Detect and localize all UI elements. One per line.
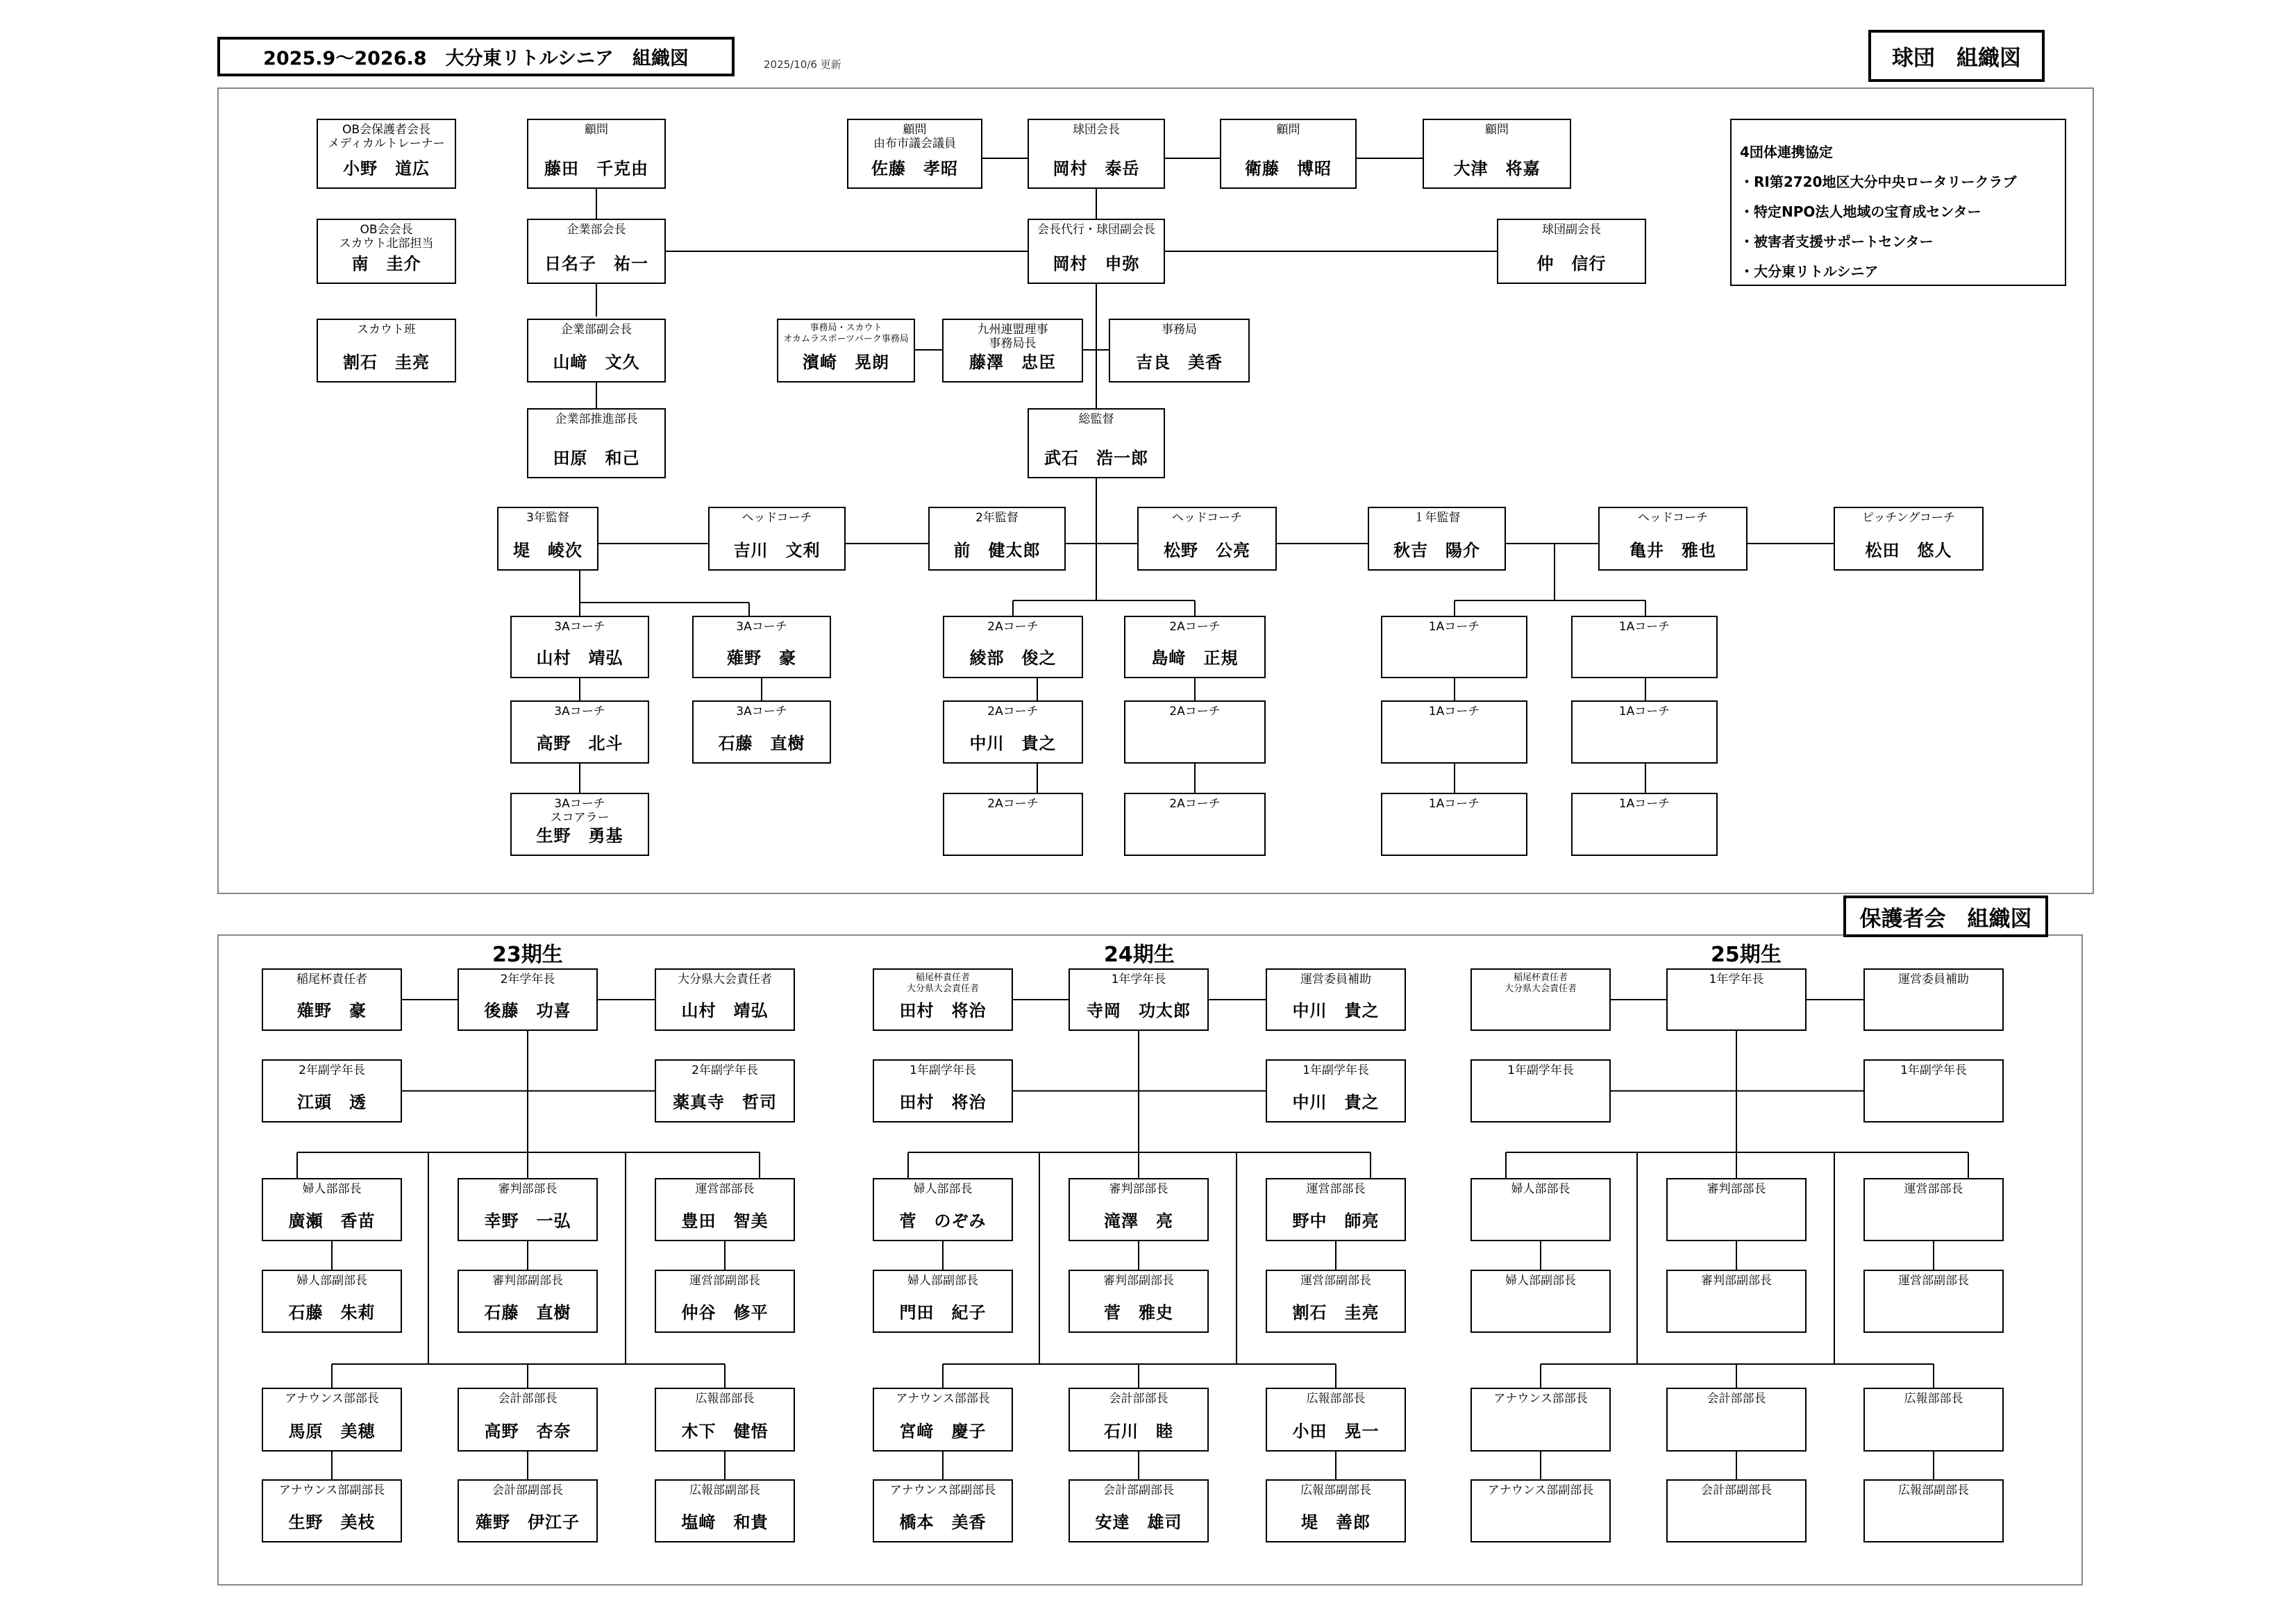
role-label: 運営部副部長 <box>1898 1274 1969 1288</box>
org-box-g25-dept-6 <box>1863 1270 2004 1333</box>
person-name: 山村 靖弘 <box>536 648 623 668</box>
person-name: 後藤 功喜 <box>484 1001 571 1020</box>
person-name: 小田 晃一 <box>1292 1422 1380 1441</box>
role-label: 1年学年長 <box>1709 973 1764 986</box>
org-box-g24-right-top <box>1266 968 1406 1031</box>
role-label: 球団会長 <box>1073 123 1120 137</box>
org-box-c3a2 <box>692 616 831 678</box>
role-label: 広報部部長 <box>695 1392 755 1406</box>
role-label: 婦人部副部長 <box>907 1274 978 1288</box>
org-box-g23-dept-2 <box>458 1178 598 1241</box>
role-label: ヘッドコーチ <box>741 511 812 525</box>
org-box-g24-dept-12 <box>1266 1479 1406 1542</box>
org-box-advisor1 <box>527 119 666 189</box>
person-name: 武石 浩一郎 <box>1044 448 1148 468</box>
person-name: 割石 圭亮 <box>343 353 430 372</box>
person-name: 木下 健悟 <box>681 1422 769 1441</box>
org-box-c2a3 <box>943 700 1083 764</box>
org-box-g24-left-top <box>873 968 1013 1031</box>
role-label: 会計部副部長 <box>1103 1483 1174 1497</box>
role-label: OB会保護者会長 メディカルトレーナー <box>328 123 445 151</box>
role-label: 運営部副部長 <box>1300 1274 1371 1288</box>
role-label: アナウンス部部長 <box>285 1392 379 1406</box>
person-name: 塩﨑 和貴 <box>681 1513 769 1532</box>
org-box-scout <box>317 319 456 382</box>
person-name: 前 健太郎 <box>953 541 1041 560</box>
org-box-g23-left-top <box>262 968 402 1031</box>
org-box-c3a1 <box>510 616 649 678</box>
person-name: 佐藤 孝昭 <box>871 159 958 178</box>
role-label: アナウンス部部長 <box>1493 1392 1588 1406</box>
org-box-owner <box>1028 119 1165 189</box>
role-label: 審判部部長 <box>1707 1182 1766 1196</box>
role-label: 審判部副部長 <box>1701 1274 1772 1288</box>
partner-item: ・特定NPO法人地域の宝育成センター <box>1740 203 1981 220</box>
role-label: 1Aコーチ <box>1618 705 1670 718</box>
person-name: 寺岡 功太郎 <box>1087 1001 1191 1020</box>
role-label: 運営部部長 <box>695 1182 755 1196</box>
role-label: 会計部副部長 <box>1701 1483 1772 1497</box>
person-name: 島﨑 正規 <box>1151 648 1239 668</box>
org-box-hc3 <box>1598 507 1748 571</box>
org-box-advisor4 <box>1423 119 1571 189</box>
role-label: 3Aコーチ <box>736 705 787 718</box>
role-label: ヘッドコーチ <box>1171 511 1243 525</box>
org-box-advisor2 <box>847 119 982 189</box>
org-box-c2a2 <box>1124 616 1266 678</box>
org-box-g25-dept-1 <box>1470 1178 1611 1241</box>
org-box-g23-dept-1 <box>262 1178 402 1241</box>
role-label: ヘッドコーチ <box>1637 511 1709 525</box>
role-label: 球団副会長 <box>1542 223 1601 237</box>
person-name: 藤田 千克由 <box>544 159 648 178</box>
person-name: 中川 貴之 <box>969 734 1057 753</box>
person-name: 松田 悠人 <box>1865 541 1952 560</box>
role-label: 事務局・スカウト オカムラスポーツパーク事務局 <box>783 323 909 344</box>
org-box-hc1 <box>708 507 846 571</box>
role-label: 2年学年長 <box>500 973 555 986</box>
role-label: 広報部副部長 <box>1300 1483 1371 1497</box>
role-label: 2Aコーチ <box>987 620 1039 634</box>
role-label: 運営部部長 <box>1306 1182 1366 1196</box>
role-label: 顧問 <box>585 123 608 137</box>
person-name: 幸野 一弘 <box>484 1211 571 1231</box>
person-name: 仲谷 修平 <box>681 1303 769 1322</box>
person-name: 廣瀬 香苗 <box>288 1211 376 1231</box>
role-label: 広報部部長 <box>1306 1392 1366 1406</box>
org-box-pc <box>1834 507 1984 571</box>
person-name: 亀井 雅也 <box>1629 541 1716 560</box>
partner-item: ・大分東リトルシニア <box>1740 263 1879 280</box>
org-box-g23-dept-6 <box>655 1270 795 1333</box>
org-box-m1 <box>1368 507 1506 571</box>
org-box-ob-parent <box>317 119 456 189</box>
org-box-c2a5 <box>943 793 1083 856</box>
role-label: 1年副学年長 <box>1302 1063 1369 1077</box>
org-box-c2a4 <box>1124 700 1266 764</box>
role-label: アナウンス部副部長 <box>278 1483 385 1497</box>
org-box-g24-dept-5 <box>1069 1270 1209 1333</box>
parents-chart-title: 保護者会 組織図 <box>1843 895 2048 937</box>
person-name: 高野 北斗 <box>536 734 623 753</box>
person-name: 堤 善郎 <box>1301 1513 1371 1532</box>
org-box-corp-head <box>527 219 666 284</box>
person-name: 馬原 美穂 <box>288 1422 376 1441</box>
cohort-23-label: 23期生 <box>492 943 563 967</box>
org-box-c1a6 <box>1571 793 1718 856</box>
role-label: 事務局 <box>1162 323 1197 337</box>
org-box-g24-dept-1 <box>873 1178 1013 1241</box>
org-box-g25-dept-3 <box>1863 1178 2004 1241</box>
person-name: 堤 崚次 <box>513 541 583 560</box>
org-box-corp-promo <box>527 408 666 478</box>
person-name: 田原 和己 <box>553 448 640 468</box>
role-label: 3Aコーチ <box>736 620 787 634</box>
org-box-g23-dept-12 <box>655 1479 795 1542</box>
role-label: 2年副学年長 <box>299 1063 365 1077</box>
role-label: 企業部推進部長 <box>555 412 638 426</box>
cohort-24-label: 24期生 <box>1104 943 1175 967</box>
org-box-g24-dept-4 <box>873 1270 1013 1333</box>
org-box-g24-dept-3 <box>1266 1178 1406 1241</box>
org-box-c2a6 <box>1124 793 1266 856</box>
person-name: 中川 貴之 <box>1292 1093 1380 1112</box>
role-label: 1年副学年長 <box>1507 1063 1574 1077</box>
org-box-c1a4 <box>1571 700 1718 764</box>
org-box-ob-chair <box>317 219 456 284</box>
person-name: 石藤 朱莉 <box>288 1303 376 1322</box>
role-label: 企業部副会長 <box>561 323 632 337</box>
role-label: 会計部部長 <box>1109 1392 1168 1406</box>
role-label: 2年監督 <box>975 511 1019 525</box>
role-label: 広報部部長 <box>1904 1392 1963 1406</box>
cohort-25-label: 25期生 <box>1711 943 1782 967</box>
org-box-g25-leader <box>1666 968 1807 1031</box>
person-name: 生野 勇基 <box>536 826 623 846</box>
role-label: OB会会長 スカウト北部担当 <box>339 223 434 251</box>
role-label: 審判部部長 <box>1109 1182 1168 1196</box>
person-name: 松野 公亮 <box>1164 541 1250 560</box>
org-box-g24-vice-right <box>1266 1059 1406 1122</box>
partnership-heading: 4団体連携協定 <box>1740 144 1833 160</box>
person-name: 中川 貴之 <box>1292 1001 1380 1020</box>
role-label: １年監督 <box>1413 511 1461 525</box>
role-label: アナウンス部副部長 <box>1487 1483 1594 1497</box>
person-name: 日名子 祐一 <box>544 254 648 274</box>
role-label: 婦人部部長 <box>913 1182 973 1196</box>
person-name: 薙野 豪 <box>297 1001 367 1020</box>
role-label: 会計部部長 <box>1707 1392 1766 1406</box>
role-label: 広報部副部長 <box>689 1483 760 1497</box>
person-name: 藤澤 忠臣 <box>969 353 1056 372</box>
person-name: 安達 雄司 <box>1095 1513 1182 1532</box>
org-box-g24-dept-7 <box>873 1388 1013 1452</box>
person-name: 薙野 伊江子 <box>476 1513 580 1532</box>
partner-item: ・被害者支援サポートセンター <box>1740 233 1934 250</box>
org-box-g25-right-top <box>1863 968 2004 1031</box>
role-label: 大分県大会責任者 <box>678 973 772 986</box>
org-box-g25-left-top <box>1470 968 1611 1031</box>
org-box-g23-dept-10 <box>262 1479 402 1542</box>
org-box-g23-vice-right <box>655 1059 795 1122</box>
role-label: 審判部副部長 <box>1103 1274 1174 1288</box>
org-box-g25-dept-5 <box>1666 1270 1807 1333</box>
person-name: 南 圭介 <box>351 254 421 274</box>
person-name: 大津 将嘉 <box>1453 159 1541 178</box>
org-box-g25-dept-12 <box>1863 1479 2004 1542</box>
org-box-g25-dept-2 <box>1666 1178 1807 1241</box>
org-box-vice <box>1497 219 1646 284</box>
org-box-g23-vice-left <box>262 1059 402 1122</box>
org-box-g25-vice-left <box>1470 1059 1611 1122</box>
person-name: 橋本 美香 <box>899 1513 987 1532</box>
org-box-g23-dept-3 <box>655 1178 795 1241</box>
person-name: 仲 信行 <box>1536 254 1607 274</box>
role-label: 広報部副部長 <box>1898 1483 1969 1497</box>
org-box-m3 <box>497 507 598 571</box>
role-label: 2Aコーチ <box>1169 620 1221 634</box>
org-box-c3a5 <box>510 793 649 856</box>
org-box-c1a3 <box>1381 700 1527 764</box>
role-label: 会計部副部長 <box>492 1483 563 1497</box>
org-box-gm <box>1028 408 1165 478</box>
org-box-office-scout <box>777 319 915 382</box>
person-name: 小野 道広 <box>343 159 430 178</box>
org-box-c3a4 <box>692 700 831 764</box>
person-name: 岡村 泰岳 <box>1053 159 1140 178</box>
org-box-g24-vice-left <box>873 1059 1013 1122</box>
role-label: 稲尾杯責任者 大分県大会責任者 <box>1504 973 1577 994</box>
role-label: 婦人部部長 <box>1511 1182 1570 1196</box>
org-box-advisor3 <box>1220 119 1357 189</box>
role-label: 2Aコーチ <box>987 705 1039 718</box>
updated-date: 2025/10/6 更新 <box>764 58 841 71</box>
person-name: 吉良 美香 <box>1136 353 1223 372</box>
role-label: 2Aコーチ <box>1169 705 1221 718</box>
role-label: 1年副学年長 <box>1900 1063 1967 1077</box>
person-name: 田村 将治 <box>899 1001 987 1020</box>
org-box-g23-right-top <box>655 968 795 1031</box>
role-label: 3Aコーチ <box>554 705 605 718</box>
person-name: 豊田 智美 <box>681 1211 769 1231</box>
person-name: 山村 靖弘 <box>681 1001 769 1020</box>
org-box-g25-dept-9 <box>1863 1388 2004 1452</box>
person-name: 滝澤 亮 <box>1104 1211 1173 1231</box>
person-name: 石藤 直樹 <box>484 1303 571 1322</box>
person-name: 宮﨑 慶子 <box>899 1422 987 1441</box>
role-label: 企業部会長 <box>567 223 626 237</box>
person-name: 割石 圭亮 <box>1292 1303 1380 1322</box>
org-box-acting <box>1028 219 1165 284</box>
org-box-office <box>1109 319 1250 382</box>
role-label: 1年副学年長 <box>910 1063 976 1077</box>
role-label: ピッチングコーチ <box>1862 511 1955 525</box>
org-box-g25-vice-right <box>1863 1059 2004 1122</box>
org-box-c1a1 <box>1381 616 1527 678</box>
role-label: 2年副学年長 <box>692 1063 758 1077</box>
role-label: 九州連盟理事 事務局長 <box>977 323 1048 351</box>
person-name: 野中 師亮 <box>1292 1211 1380 1231</box>
person-name: 菅 のぞみ <box>899 1211 987 1231</box>
org-box-g24-dept-11 <box>1069 1479 1209 1542</box>
org-box-g25-dept-4 <box>1470 1270 1611 1333</box>
org-box-g23-dept-5 <box>458 1270 598 1333</box>
role-label: スカウト班 <box>357 323 416 337</box>
org-box-c3a3 <box>510 700 649 764</box>
role-label: 会長代行・球団副会長 <box>1037 223 1155 237</box>
org-box-corp-vice <box>527 319 666 382</box>
role-label: 3年監督 <box>526 511 569 525</box>
org-box-g24-dept-6 <box>1266 1270 1406 1333</box>
org-box-g25-dept-10 <box>1470 1479 1611 1542</box>
role-label: 1Aコーチ <box>1428 705 1480 718</box>
org-box-g23-dept-9 <box>655 1388 795 1452</box>
role-label: 顧問 <box>1276 123 1300 137</box>
person-name: 岡村 申弥 <box>1053 254 1140 274</box>
person-name: 衛藤 博昭 <box>1245 159 1332 178</box>
role-label: 1Aコーチ <box>1428 797 1480 811</box>
org-box-c2a1 <box>943 616 1083 678</box>
org-box-g23-dept-7 <box>262 1388 402 1452</box>
role-label: 運営委員補助 <box>1898 973 1969 986</box>
org-box-kyushu <box>942 319 1083 382</box>
org-box-g24-dept-2 <box>1069 1178 1209 1241</box>
role-label: 稲尾杯責任者 <box>296 973 367 986</box>
role-label: 2Aコーチ <box>1169 797 1221 811</box>
person-name: 秋吉 陽介 <box>1393 541 1480 560</box>
role-label: 運営部副部長 <box>689 1274 760 1288</box>
partner-item: ・RI第2720地区大分中央ロータリークラブ <box>1740 174 2017 190</box>
role-label: 稲尾杯責任者 大分県大会責任者 <box>906 973 979 994</box>
page-title: 2025.9～2026.8 大分東リトルシニア 組織図 <box>217 37 735 76</box>
role-label: 1Aコーチ <box>1618 620 1670 634</box>
person-name: 薙野 豪 <box>727 648 796 668</box>
org-box-m2 <box>928 507 1066 571</box>
org-box-g24-dept-9 <box>1266 1388 1406 1452</box>
role-label: 審判部部長 <box>498 1182 558 1196</box>
role-label: 1Aコーチ <box>1428 620 1480 634</box>
person-name: 高野 杏奈 <box>484 1422 571 1441</box>
role-label: 婦人部部長 <box>302 1182 362 1196</box>
person-name: 薬真寺 哲司 <box>673 1093 777 1112</box>
role-label: 審判部副部長 <box>492 1274 563 1288</box>
person-name: 山﨑 文久 <box>553 353 640 372</box>
role-label: 顧問 由布市議会議員 <box>873 123 956 151</box>
role-label: 1Aコーチ <box>1618 797 1670 811</box>
role-label: 婦人部副部長 <box>1505 1274 1576 1288</box>
role-label: 3Aコーチ <box>554 620 605 634</box>
org-box-g25-dept-7 <box>1470 1388 1611 1452</box>
person-name: 石藤 直樹 <box>718 734 805 753</box>
club-chart-title: 球団 組織図 <box>1868 30 2045 82</box>
org-box-g23-dept-4 <box>262 1270 402 1333</box>
org-box-g23-dept-8 <box>458 1388 598 1452</box>
org-box-g23-leader <box>458 968 598 1031</box>
role-label: アナウンス部副部長 <box>889 1483 996 1497</box>
person-name: 石川 睦 <box>1104 1422 1173 1441</box>
org-box-g24-dept-8 <box>1069 1388 1209 1452</box>
person-name: 菅 雅史 <box>1104 1303 1173 1322</box>
person-name: 門田 紀子 <box>899 1303 987 1322</box>
org-box-c1a2 <box>1571 616 1718 678</box>
role-label: 3Aコーチ スコアラー <box>550 797 610 825</box>
org-box-g25-dept-11 <box>1666 1479 1807 1542</box>
person-name: 江頭 透 <box>297 1093 367 1112</box>
person-name: 綾部 俊之 <box>969 648 1057 668</box>
role-label: 婦人部副部長 <box>296 1274 367 1288</box>
org-box-g25-dept-8 <box>1666 1388 1807 1452</box>
org-box-g24-dept-10 <box>873 1479 1013 1542</box>
org-box-g24-leader <box>1069 968 1209 1031</box>
role-label: 1年学年長 <box>1111 973 1166 986</box>
person-name: 濱崎 晃朗 <box>803 353 889 372</box>
org-box-hc2 <box>1137 507 1277 571</box>
role-label: 運営部部長 <box>1904 1182 1963 1196</box>
role-label: 2Aコーチ <box>987 797 1039 811</box>
org-box-g23-dept-11 <box>458 1479 598 1542</box>
role-label: 総監督 <box>1078 412 1114 426</box>
role-label: 会計部部長 <box>498 1392 558 1406</box>
person-name: 生野 美枝 <box>288 1513 376 1532</box>
role-label: 顧問 <box>1485 123 1509 137</box>
role-label: 運営委員補助 <box>1300 973 1371 986</box>
org-box-c1a5 <box>1381 793 1527 856</box>
person-name: 吉川 文利 <box>733 541 821 560</box>
role-label: アナウンス部部長 <box>896 1392 990 1406</box>
person-name: 田村 将治 <box>899 1093 987 1112</box>
